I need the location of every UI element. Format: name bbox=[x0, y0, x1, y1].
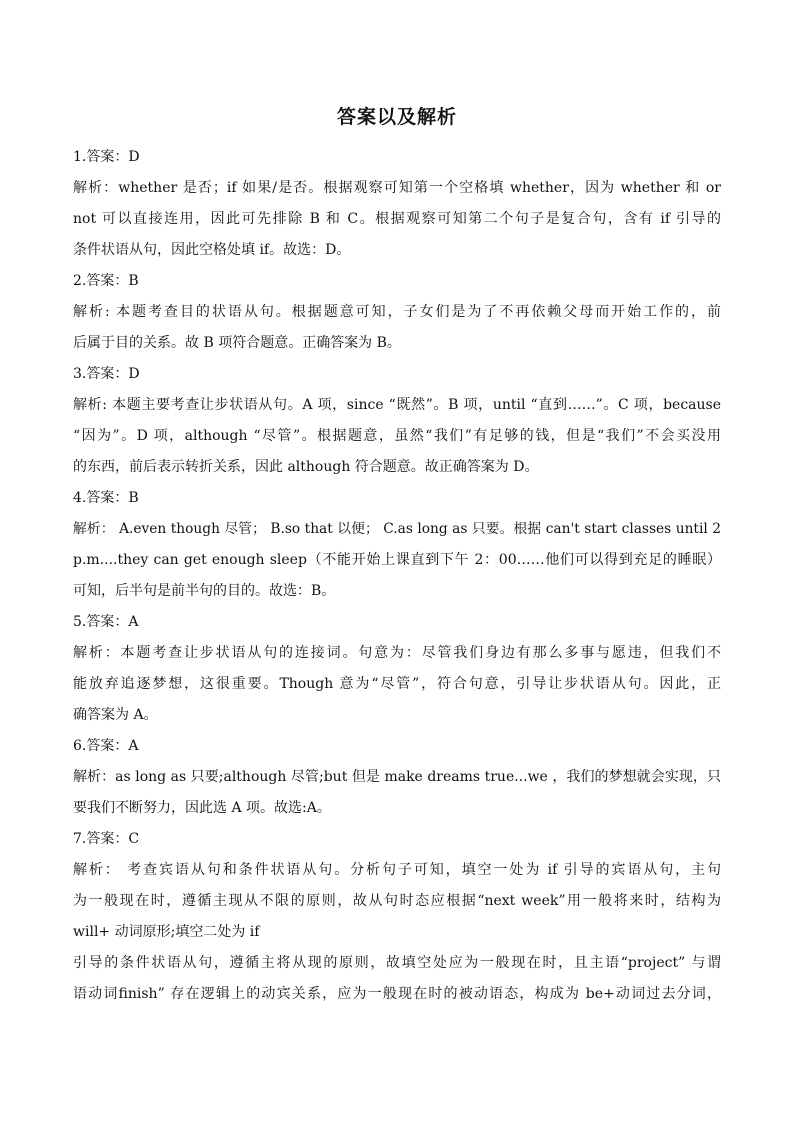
text-line: 后属于目的关系。故 B 项符合题意。正确答案为 B。 bbox=[73, 335, 401, 351]
text-line: 解析: 本题主要考查让步状语从句。A 项，since “既然”。B 项，until “直到……”。C 项，because bbox=[73, 397, 721, 413]
text-line: 语动词finish” 存在逻辑上的动宾关系，应为一般现在时的被动语态，构成为 be+动词过去分词， bbox=[73, 986, 721, 1002]
text-line: 解析： A.even though 尽管； B.so that 以便； C.as long as 只要。根据 can't start classes until 2 bbox=[73, 521, 721, 537]
text-line: 解析：as long as 只要;although 尽管;but 但是 make dreams true...we ，我们的梦想就会实现，只 bbox=[73, 769, 721, 785]
text-line: 的东西，前后表示转折关系，因此 although 符合题意。故正确答案为 D。 bbox=[73, 459, 539, 475]
text-line: 6.答案：A bbox=[73, 738, 139, 754]
text-line: 1.答案：D bbox=[73, 149, 140, 165]
text-line: not 可以直接连用，因此可先排除 B 和 C。根据观察可知第二个句子是复合句，含有 if 引导的 bbox=[73, 211, 721, 227]
text-line: 4.答案：B bbox=[73, 490, 139, 506]
answer-content bbox=[73, 142, 721, 1010]
text-line: 确答案为 A。 bbox=[73, 707, 158, 723]
text-line: 7.答案：C bbox=[73, 831, 140, 847]
text-line: 解析：whether 是否；if 如果/是否。根据观察可知第一个空格填 whether，因为 whether 和 or bbox=[73, 180, 721, 196]
text-line: 2.答案：B bbox=[73, 273, 139, 289]
text-line: will+ 动词原形;填空二处为 if bbox=[73, 924, 260, 940]
text-line: 3.答案：D bbox=[73, 366, 140, 382]
page-title: 答案以及解析 bbox=[336, 106, 457, 128]
text-line: 解析：本题考查让步状语从句的连接词。句意为：尽管我们身边有那么多事与愿违，但我们不 bbox=[73, 645, 721, 661]
text-line: 解析： 考查宾语从句和条件状语从句。分析句子可知，填空一处为 if 引导的宾语从句，主句 bbox=[73, 862, 721, 878]
text-line: “因为”。D 项，although “尽管”。根据题意，虽然“我们”有足够的钱，但是“我们”不会买没用 bbox=[73, 428, 721, 444]
text-line: 解析: 本题考查目的状语从句。根据题意可知，子女们是为了不再依赖父母而开始工作的，前 bbox=[73, 304, 721, 320]
text-line: 能放弃追逐梦想，这很重要。Though 意为“尽管”，符合句意，引导让步状语从句。因此，正 bbox=[73, 676, 721, 692]
text-line: 条件状语从句，因此空格处填 if。故选：D。 bbox=[73, 242, 351, 258]
text-line: 可知，后半句是前半句的目的。故选：B。 bbox=[73, 583, 336, 599]
text-line: 为一般现在时，遵循主现从不限的原则，故从句时态应根据“next week”用一般将来时，结构为 bbox=[73, 893, 721, 909]
text-line: 引导的条件状语从句，遵循主将从现的原则，故填空处应为一般现在时，且主语“project” 与谓 bbox=[73, 955, 721, 971]
text-line: 5.答案：A bbox=[73, 614, 139, 630]
text-line: 要我们不断努力，因此选 A 项。故选:A。 bbox=[73, 800, 331, 816]
text-line: p.m....they can get enough sleep（不能开始上课直到下午 2：00……他们可以得到充足的睡眠） bbox=[73, 552, 721, 568]
